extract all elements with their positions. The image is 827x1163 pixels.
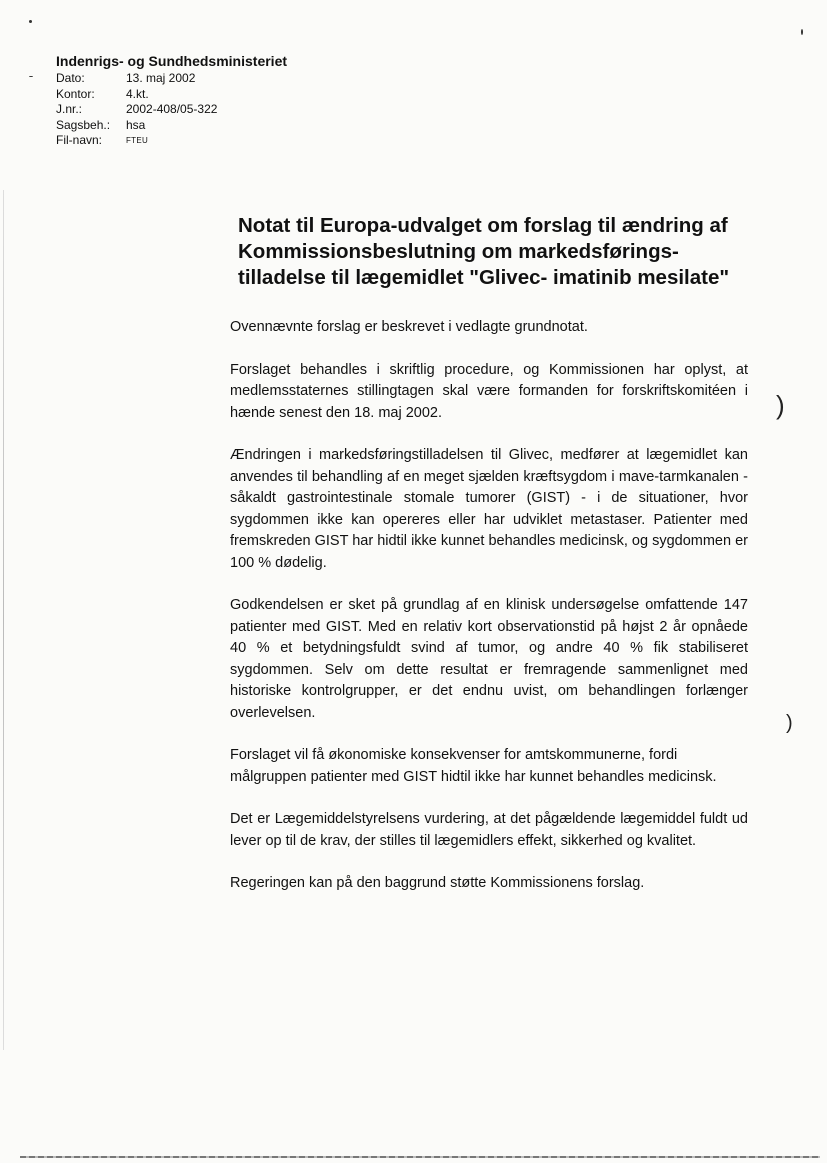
- meta-label: Kontor:: [56, 86, 95, 101]
- meta-row-case-officer: [56, 118, 287, 134]
- meta-label: Fil-navn:: [56, 133, 103, 147]
- title-line: Notat til Europa-udvalget om forslag til ændring af: [238, 214, 728, 237]
- meta-row-office: [56, 87, 287, 103]
- ministry-name: Indenrigs- og Sundhedsministeriet: [56, 53, 288, 69]
- paragraph: Det er Lægemiddelstyrelsens vurdering, at det pågældende lægemiddel fuldt ud lever op til de krav, der stilles til lægemidlers effekt, sikkerhed og kvalitet.: [230, 811, 748, 849]
- paragraph: Forslaget vil få økonomiske konsekvenser for amtskommunerne, fordi målgruppen patienter med GIST hidtil ikke har kunnet behandles medicinsk.: [230, 747, 717, 785]
- meta-label: Sagsbeh.:: [56, 117, 111, 132]
- scan-speck: [29, 76, 33, 77]
- paragraph: Godkendelsen er sket på grundlag af en klinisk undersøgelse omfattende 147 patienter med GIST. Med en relativ kort observationstid på højst 2 år opnåede 40 % et betydningsfuldt svind af tumor, og andre 40 % fik stabiliseret sygdommen. Selv om dette resultat er fremragende sammenlignet med historiske kontrolgrupper, er det endnu uvist, om behandlingen forlænger overlevelsen.: [230, 597, 748, 721]
- meta-value: hsa: [126, 117, 146, 132]
- title-line: tilladelse til lægemidlet "Glivec- imatinib mesilate": [238, 266, 730, 289]
- paragraph: Ovennævnte forslag er beskrevet i vedlagte grundnotat.: [230, 319, 588, 335]
- meta-label: J.nr.:: [56, 102, 83, 116]
- punch-hole-mark: ): [786, 712, 793, 734]
- document-body: [230, 317, 748, 916]
- punch-hole-mark: ): [776, 390, 785, 420]
- paragraph: Ændringen i markedsføringstilladelsen til Glivec, medfører at lægemidlet kan anvendes til behandling af en meget sjælden kræftsygdom i mave-tarmkanalen - såkaldt gastrointestinale stomale tumorer (GIST) - i de situationer, hvor sygdommen ikke kan opereres eller har udviklet metastaser. Patienter med fremskreden GIST har hidtil ikke kunnet behandles medicinsk, og sygdommen er 100 % dødelig.: [230, 447, 748, 571]
- scan-speck: [29, 20, 32, 23]
- document-title: [238, 213, 758, 291]
- scan-bottom-edge: [20, 1156, 820, 1158]
- meta-value: 4.kt.: [126, 86, 149, 101]
- meta-row-journal: [56, 102, 287, 118]
- document-header: [56, 53, 287, 149]
- scan-speck: [801, 29, 803, 35]
- meta-row-date: [56, 71, 287, 87]
- scan-edge: [3, 190, 4, 1050]
- meta-row-filename: [56, 133, 287, 149]
- meta-value: FTEU: [126, 136, 149, 145]
- meta-value: 2002-408/05-322: [126, 102, 218, 116]
- meta-value: 13. maj 2002: [126, 71, 196, 85]
- paragraph: Forslaget behandles i skriftlig procedure, og Kommissionen har oplyst, at medlemsstaternes stillingtagen skal være formanden for forskriftskomitéen i hænde senest den 18. maj 2002.: [230, 361, 748, 421]
- title-line: Kommissionsbeslutning om markedsførings-: [238, 240, 679, 263]
- meta-label: Dato:: [56, 71, 85, 85]
- paragraph: Regeringen kan på den baggrund støtte Kommissionens forslag.: [230, 875, 645, 891]
